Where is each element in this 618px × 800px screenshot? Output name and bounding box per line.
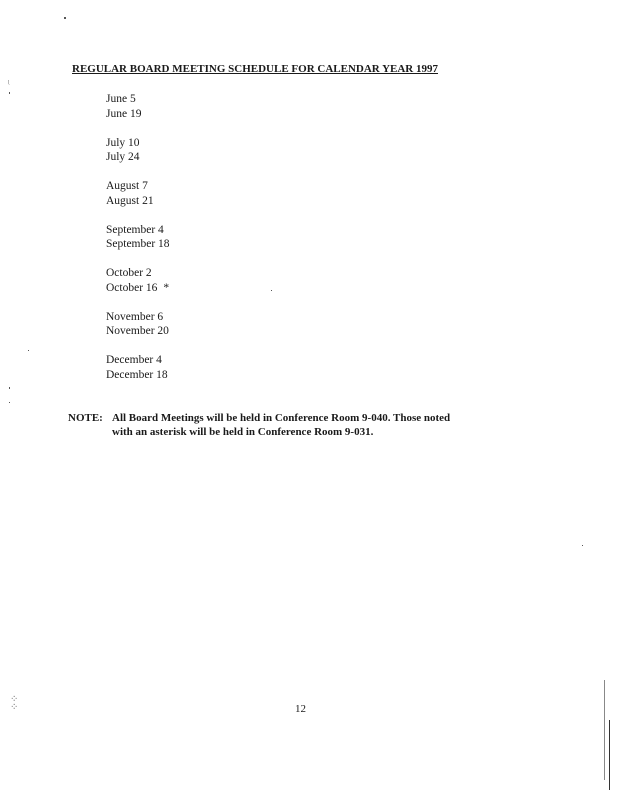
month-group-december [106,353,170,382]
note-paragraph [68,411,508,439]
page-number: 12 [295,703,306,715]
scan-speck [582,545,583,546]
meeting-date: June 5 [106,93,136,105]
meeting-date: August 21 [106,194,154,207]
meeting-date: September 18 [106,238,170,250]
scan-artifact-mark: ⁘ ⁘ [10,694,19,713]
note-label: NOTE: [68,412,103,424]
meeting-date-text: October 16 [106,281,158,294]
asterisk-marker: * [163,281,170,294]
scan-speck [28,350,29,351]
meeting-date: July 24 [106,151,140,163]
meeting-date: October 2 [106,267,152,279]
note-line-1: All Board Meetings will be held in Conference Room 9-040. Those noted [112,412,451,424]
scan-edge-line [604,680,605,780]
month-group-june [106,92,170,121]
month-group-october [106,266,170,295]
meeting-date: July 10 [106,136,140,149]
meeting-date: November 20 [106,325,169,337]
month-group-august [106,179,170,208]
scan-speck [9,387,10,389]
meeting-date: June 19 [106,107,142,120]
meeting-date: November 6 [106,310,164,323]
meeting-date: December 18 [106,368,168,381]
scan-speck [9,92,10,94]
meeting-date: September 4 [106,223,164,236]
meeting-date-asterisked [106,281,170,296]
month-group-september [106,223,170,252]
document-title: REGULAR BOARD MEETING SCHEDULE FOR CALENDAR YEAR 1997 [72,63,438,75]
scan-speck [64,17,66,19]
scan-artifact-mark: ᶩ [8,78,10,88]
scan-speck [271,290,272,291]
meeting-date: August 7 [106,180,148,192]
scan-speck [9,402,10,403]
meeting-date: December 4 [106,354,162,366]
scan-edge-line [609,720,610,790]
note-line-2: with an asterisk will be held in Conference Room 9-031. [112,426,374,438]
meeting-date-list [106,92,170,397]
month-group-july [106,136,170,165]
month-group-november [106,310,170,339]
